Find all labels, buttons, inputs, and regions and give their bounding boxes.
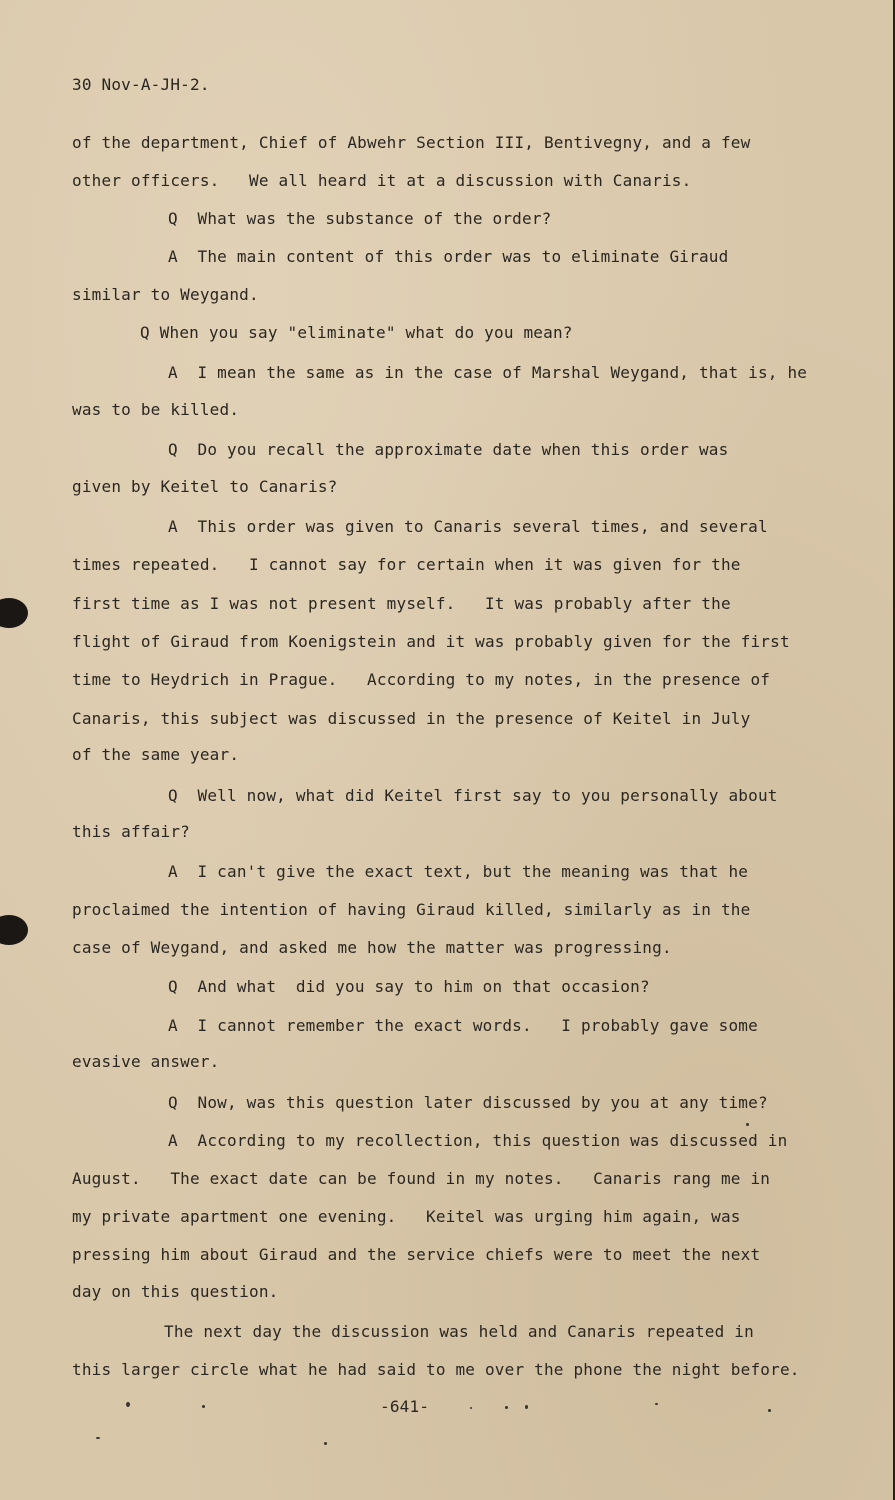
- paper-speck: [96, 1437, 100, 1439]
- text-line: The next day the discussion was held and Canaris repeated in: [164, 1322, 754, 1341]
- text-line: case of Weygand, and asked me how the matter was progressing.: [72, 938, 672, 957]
- text-line: flight of Giraud from Koenigstein and it was probably given for the first: [72, 632, 790, 651]
- text-line: my private apartment one evening. Keitel was urging him again, was: [72, 1207, 741, 1226]
- text-line: time to Heydrich in Prague. According to my notes, in the presence of: [72, 670, 771, 689]
- text-line: given by Keitel to Canaris?: [72, 477, 338, 496]
- question-line: Q Well now, what did Keitel first say to you personally about: [168, 786, 778, 805]
- text-line: day on this question.: [72, 1282, 279, 1301]
- answer-line: A I can't give the exact text, but the meaning was that he: [168, 862, 749, 881]
- question-line: Q What was the substance of the order?: [168, 209, 552, 228]
- paper-speck: [746, 1123, 749, 1126]
- text-line: pressing him about Giraud and the service chiefs were to meet the next: [72, 1245, 761, 1264]
- text-line: other officers. We all heard it at a discussion with Canaris.: [72, 171, 692, 190]
- text-line: evasive answer.: [72, 1052, 220, 1071]
- question-line: Q Do you recall the approximate date when this order was: [168, 440, 729, 459]
- paper-speck: [505, 1406, 508, 1409]
- binder-hole: [0, 598, 28, 628]
- question-line: Q And what did you say to him on that occasion?: [168, 977, 650, 996]
- answer-line: A This order was given to Canaris several times, and several: [168, 517, 768, 536]
- paper-speck: [655, 1403, 658, 1405]
- text-line: similar to Weygand.: [72, 285, 259, 304]
- question-line: Q When you say "eliminate" what do you mean?: [140, 323, 573, 342]
- paper-speck: [324, 1442, 327, 1445]
- text-line: first time as I was not present myself. It was probably after the: [72, 594, 731, 613]
- paper-speck: [768, 1409, 771, 1412]
- answer-line: A I mean the same as in the case of Marshal Weygand, that is, he: [168, 363, 808, 382]
- text-line: of the same year.: [72, 745, 240, 764]
- paper-speck: [525, 1405, 528, 1409]
- text-line: August. The exact date can be found in my notes. Canaris rang me in: [72, 1169, 771, 1188]
- question-line: Q Now, was this question later discussed by you at any time?: [168, 1093, 768, 1112]
- text-line: proclaimed the intention of having Giraud killed, similarly as in the: [72, 900, 751, 919]
- binder-hole: [0, 915, 28, 945]
- answer-line: A According to my recollection, this question was discussed in: [168, 1131, 788, 1150]
- text-line: this larger circle what he had said to me over the phone the night before.: [72, 1360, 800, 1379]
- answer-line: A I cannot remember the exact words. I probably gave some: [168, 1016, 758, 1035]
- paper-speck: [126, 1402, 130, 1407]
- paper-speck: [202, 1405, 205, 1408]
- text-line: of the department, Chief of Abwehr Section III, Bentivegny, and a few: [72, 133, 751, 152]
- text-line: was to be killed.: [72, 400, 240, 419]
- page-number: -641-: [380, 1397, 430, 1416]
- answer-line: A The main content of this order was to eliminate Giraud: [168, 247, 729, 266]
- text-line: Canaris, this subject was discussed in the presence of Keitel in July: [72, 709, 751, 728]
- text-line: times repeated. I cannot say for certain when it was given for the: [72, 555, 741, 574]
- page-header: 30 Nov-A-JH-2.: [72, 75, 210, 94]
- text-line: this affair?: [72, 822, 190, 841]
- paper-speck: [470, 1407, 472, 1409]
